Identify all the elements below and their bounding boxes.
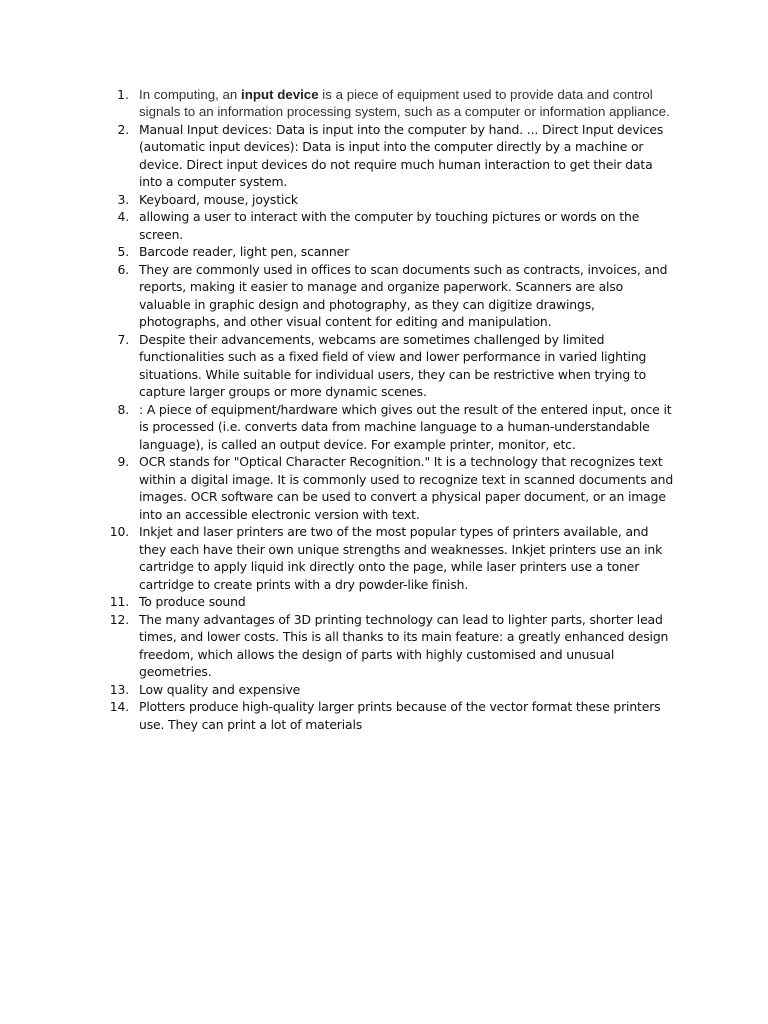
list-item xyxy=(108,121,674,191)
list-item xyxy=(108,698,674,733)
list-number: 6. xyxy=(117,261,129,277)
item-text-prefix: In computing, an xyxy=(139,87,242,102)
item-text: Keyboard, mouse, joystick xyxy=(139,191,298,207)
list-item xyxy=(108,191,674,209)
item-text: Manual Input devices: Data is input into the computer by hand. ... Direct Input devices (automatic input devices): Data is input into the computer directly by a machine or device. Direct input devices do not require much human interaction to get their data into a computer system. xyxy=(139,121,664,190)
item-text: Low quality and expensive xyxy=(139,681,301,697)
item-text: To produce sound xyxy=(139,594,246,610)
item-text: They are commonly used in offices to scan documents such as contracts, invoices, and reports, making it easier to manage and organize paperwork. Scanners are also valuable in graphic design and photography, as they can digitize drawings, photographs, and other visual content for editing and manipulation. xyxy=(139,261,668,330)
item-text: Barcode reader, light pen, scanner xyxy=(139,244,350,260)
item-text: The many advantages of 3D printing technology can lead to lighter parts, shorter lead times, and lower costs. This is all thanks to its main feature: a greatly enhanced design freedom, which allows the design of parts with highly customised and unusual geometries. xyxy=(139,611,669,680)
list-number: 2. xyxy=(117,121,129,137)
item-text: Plotters produce high-quality larger prints because of the vector format these printers use. They can print a lot of materials xyxy=(139,699,661,732)
list-number: 4. xyxy=(117,209,129,225)
list-item xyxy=(108,243,674,261)
item-text: allowing a user to interact with the computer by touching pictures or words on the screen. xyxy=(139,209,640,242)
list-number: 9. xyxy=(117,454,129,470)
list-item xyxy=(108,453,674,523)
item-text: : A piece of equipment/hardware which gives out the result of the entered input, once it is processed (i.e. converts data from machine language to a human-understandable language), is called an output device. For example printer, monitor, etc. xyxy=(139,401,672,452)
list-number: 13. xyxy=(109,681,129,697)
list-number: 7. xyxy=(117,331,129,347)
list-item xyxy=(108,593,674,611)
item-text: OCR stands for "Optical Character Recognition." It is a technology that recognizes text within a digital image. It is commonly used to recognize text in scanned documents and images. OCR software can be used to convert a physical paper document, or an image into an accessible electronic version with text. xyxy=(139,454,674,522)
list-item xyxy=(108,681,674,699)
list-item xyxy=(108,523,674,593)
list-item xyxy=(108,86,674,121)
item-text: Inkjet and laser printers are two of the most popular types of printers available, and they each have their own unique strengths and weaknesses. Inkjet printers use an ink cartridge to apply liquid ink directly onto the page, while laser printers use a toner cartridge to create prints with a dry powder-like finish. xyxy=(139,524,663,592)
list-number: 10. xyxy=(109,524,129,540)
list-item xyxy=(108,401,674,454)
list-number: 12. xyxy=(109,611,129,627)
list-number: 3. xyxy=(117,191,129,207)
list-item xyxy=(108,611,674,681)
list-item xyxy=(108,261,674,331)
answer-list xyxy=(108,86,674,733)
list-number: 14. xyxy=(109,699,129,715)
list-number: 11. xyxy=(109,594,129,610)
list-number: 1. xyxy=(117,87,129,102)
list-item xyxy=(108,208,674,243)
item-text-bold-term: input device xyxy=(241,87,319,102)
item-text: Despite their advancements, webcams are sometimes challenged by limited functionalities such as a fixed field of view and lower performance in varied lighting situations. While suitable for individual users, they can be restrictive when trying to capture larger groups or more dynamic scenes. xyxy=(139,331,647,400)
item-text-suffix: is a piece of equipment used to provide data and control signals to an information processing system, such as a computer or information appliance. xyxy=(139,87,670,120)
list-item xyxy=(108,331,674,401)
list-number: 5. xyxy=(117,244,129,260)
list-number: 8. xyxy=(117,401,129,417)
